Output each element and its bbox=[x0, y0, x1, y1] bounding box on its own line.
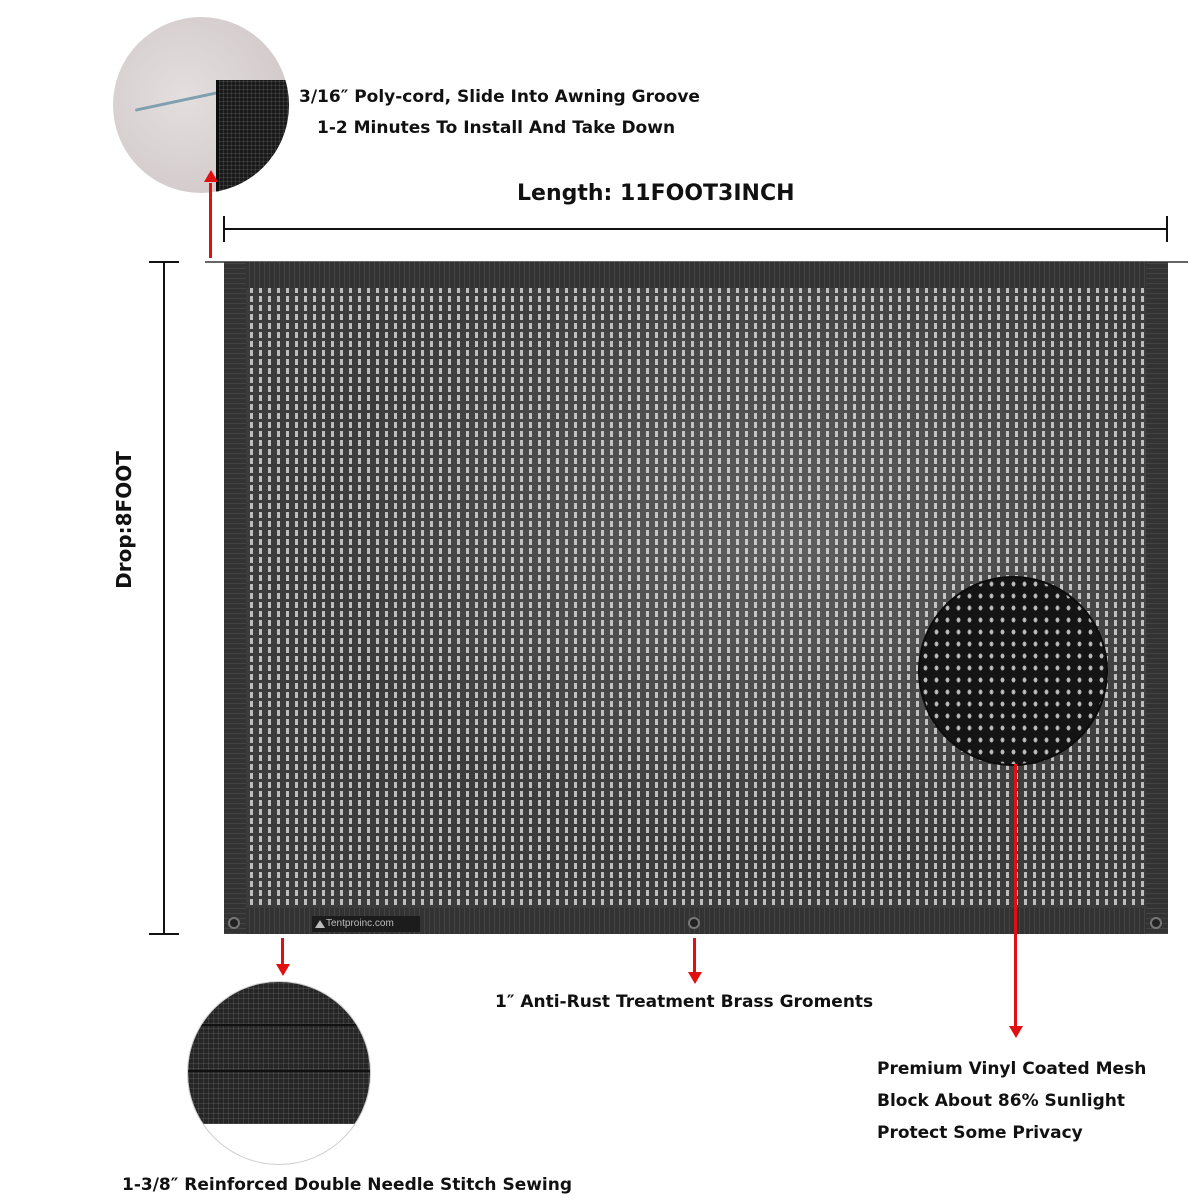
poly-cord bbox=[135, 89, 229, 112]
grommet-arrow-shaft bbox=[693, 938, 696, 974]
grommet-arrow-head bbox=[688, 972, 702, 984]
brand-tag bbox=[312, 916, 420, 932]
length-dimension-tick-right bbox=[1166, 216, 1168, 242]
drop-label: Drop:8FOOT bbox=[112, 451, 136, 589]
mesh-arrow-shaft bbox=[1014, 764, 1017, 1026]
stitch-seam-upper bbox=[188, 1024, 370, 1026]
cord-arrow-shaft bbox=[209, 183, 212, 258]
length-dimension-tick-left bbox=[223, 216, 225, 242]
stitch-arrow-shaft bbox=[281, 938, 284, 966]
hem-left bbox=[224, 262, 246, 934]
cord-fabric-edge bbox=[216, 80, 289, 193]
stitch-arrow-head bbox=[276, 964, 290, 976]
hem-top bbox=[224, 262, 1168, 288]
stitch-caption: 1-3/8″ Reinforced Double Needle Stitch Sewing bbox=[122, 1175, 573, 1195]
mesh-caption-line1: Premium Vinyl Coated Mesh bbox=[877, 1059, 1147, 1079]
mesh-closeup bbox=[920, 578, 1106, 764]
length-dimension-line bbox=[224, 228, 1168, 230]
poly-cord-closeup bbox=[113, 17, 289, 193]
grommet-caption: 1″ Anti-Rust Treatment Brass Groments bbox=[495, 992, 874, 1012]
cord-caption-line1: 3/16″ Poly-cord, Slide Into Awning Groove bbox=[299, 87, 700, 107]
mesh-caption-line3: Protect Some Privacy bbox=[877, 1123, 1083, 1143]
cord-caption-line2: 1-2 Minutes To Install And Take Down bbox=[317, 118, 676, 138]
drop-dimension-line bbox=[163, 262, 165, 934]
stitch-closeup bbox=[188, 982, 370, 1164]
grommet-center bbox=[688, 917, 700, 929]
stitch-seam-lower bbox=[188, 1070, 370, 1072]
mesh-caption-line2: Block About 86% Sunlight bbox=[877, 1091, 1126, 1111]
drop-dimension-tick-top bbox=[149, 261, 179, 263]
brand-tag-text: Tentproinc.com bbox=[326, 918, 394, 929]
grommet-right bbox=[1150, 917, 1162, 929]
tent-logo-icon bbox=[315, 920, 325, 928]
drop-dimension-tick-bottom bbox=[149, 933, 179, 935]
cord-arrow-head bbox=[204, 170, 218, 182]
grommet-left bbox=[228, 917, 240, 929]
length-label: Length: 11FOOT3INCH bbox=[517, 181, 795, 206]
mesh-arrow-head bbox=[1009, 1026, 1023, 1038]
hem-right bbox=[1146, 262, 1168, 934]
stitch-fabric bbox=[188, 982, 370, 1124]
